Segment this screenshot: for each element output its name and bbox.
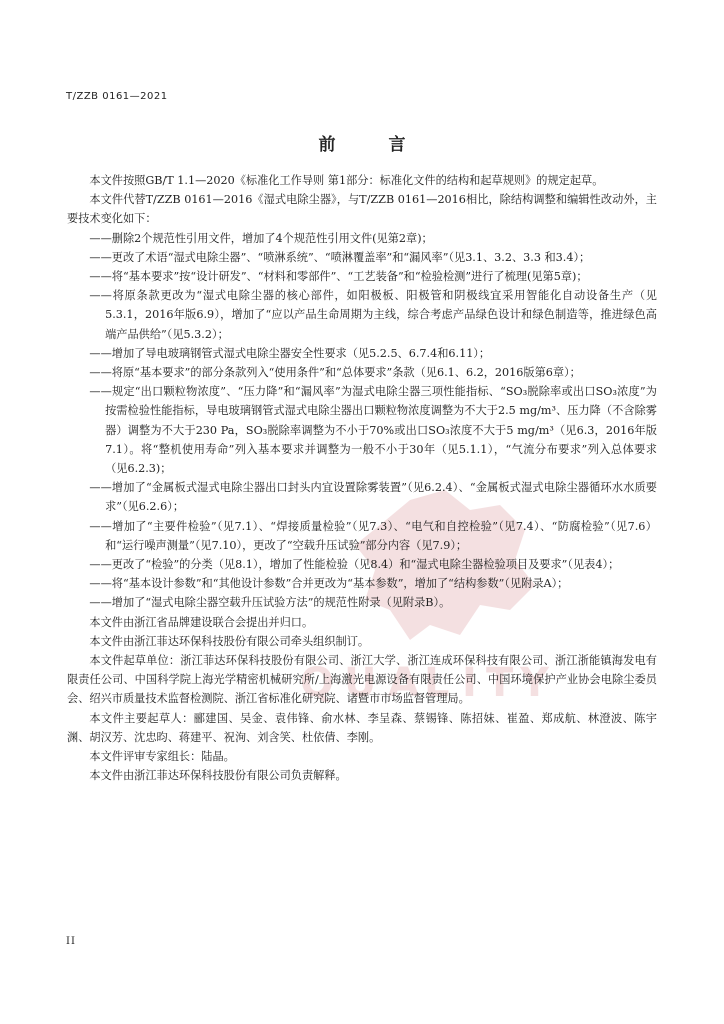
change-item: ——将“基本要求”按“设计研发”、“材料和零部件”、“工艺装备”和“检验检测”进行了梳理(见第5章)； xyxy=(89,270,588,284)
watermark-letter: A xyxy=(388,660,419,706)
change-item: ——增加了导电玻璃钢管式湿式电除尘器安全性要求（见5.2.5、6.7.4和6.11）； xyxy=(89,346,491,360)
change-item: ——增加了“金属板式湿式电除尘器出口封头内宜设置除雾装置”（见6.2.4）、“金属板式湿式电除尘器循环水水质要求”（见6.2.6）； xyxy=(89,481,657,514)
paragraph-review-leader: 本文件评审专家组长：陆晶。 xyxy=(89,750,235,764)
change-item: ——将原条款更改为“湿式电除尘器的核心部件，如阳极板、阳极管和阴极线宜采用智能化自动设备生产（见5.3.1，2016年版6.9），增加了“应以产品生命周期为主线，综合考虑产品绿色设计和绿色制造等，推进绿色高端产品供给”（见5.3.2）； xyxy=(89,289,657,341)
paragraph-lead-organizer: 本文件由浙江菲达环保科技股份有限公司牵头组织制订。 xyxy=(89,634,370,648)
paragraph-drafters: 本文件主要起草人：郦建国、吴金、袁伟锋、俞水林、李呈森、蔡锡锋、陈招妹、崔盈、郑成航、林澄波、陈宇渊、胡汉芳、沈忠昀、蒋建平、祝洵、刘含笑、杜依倩、李刚。 xyxy=(67,711,657,744)
change-item: ——将“基本设计参数”和“其他设计参数”合并更改为“基本参数”，增加了“结构参数”（见附录A）； xyxy=(89,577,569,591)
change-item: ——规定“出口颗粒物浓度”、“压力降”和“漏风率”为湿式电除尘器三项性能指标、“SO₃脱除率或出口SO₃浓度”为按需检验性能指标，导电玻璃钢管式湿式电除尘器出口颗粒物浓度调整为不大于2.5 mg/m³、压力降（不含除雾器）调整为不大于230 Pa，SO₃脱除率调整为不小于70%或出口SO₃浓度不大于5 mg/m³（见6.3，2016年版7.1）。将“整机使用寿命”列入基本要求并调整为一般不小于30年（见5.1.1），“气流分布要求”列入总体要求（见6.2.3)； xyxy=(89,385,657,476)
paragraph-structure-rule: 本文件按照GB/T 1.1—2020《标准化工作导则 第1部分：标准化文件的结构和起草规则》的规定起草。 xyxy=(89,174,604,187)
watermark-letter: U xyxy=(344,660,377,706)
change-item: ——更改了“检验”的分类（见8.1），增加了性能检验（见8.4）和“湿式电除尘器检验项目及要求”（见表4）； xyxy=(89,558,620,572)
paragraph-drafting-units: 本文件起草单位：浙江菲达环保科技股份有限公司、浙江大学、浙江连成环保科技有限公司、浙江浙能镇海发电有限责任公司、中国科学院上海光学精密机械研究所/上海激光电源设备有限责任公司、中国环境保护产业协会电除尘委员会、绍兴市质量技术监督检测院、浙江省标准化研究院、诸暨市市场监督管理局。 xyxy=(67,654,657,706)
page-number: II xyxy=(66,936,76,947)
watermark-letter: L xyxy=(424,660,450,706)
page-title: 前 言 xyxy=(318,135,424,155)
change-item: ——增加了“主要件检验”（见7.1）、“焊接质量检验”（见7.3）、“电气和自控检验”（见7.4）、“防腐检验”（见7.6）和“运行噪声测量”（见7.10），更改了“空载升压试验”部分内容（见7.9）； xyxy=(89,519,657,552)
watermark-letter: Y xyxy=(520,660,549,706)
watermark-letter: Q xyxy=(300,660,335,706)
watermark-letter: I xyxy=(462,660,477,706)
change-item: ——删除2个规范性引用文件，增加了4个规范性引用文件(见第2章)； xyxy=(89,231,433,245)
foreword-body xyxy=(67,171,657,786)
paragraph-replacement: 本文件代替T/ZZB 0161—2016《湿式电除尘器》，与T/ZZB 0161—2016相比，除结构调整和编辑性改动外，主要技术变化如下： xyxy=(67,193,657,226)
watermark-letter: T xyxy=(486,660,514,706)
change-item: ——将原“基本要求”的部分条款列入“使用条件”和“总体要求”条款（见6.1、6.2，2016版第6章）； xyxy=(89,366,581,380)
paragraph-proposer: 本文件由浙江省品牌建设联合会提出并归口。 xyxy=(89,615,314,629)
paragraph-interpretation: 本文件由浙江菲达环保科技股份有限公司负责解释。 xyxy=(89,769,347,783)
document-code: T/ZZB 0161—2021 xyxy=(66,91,168,102)
change-item: ——增加了“湿式电除尘器空载升压试验方法”的规范性附录（见附录B）。 xyxy=(89,596,451,610)
change-item: ——更改了术语“湿式电除尘器”、“喷淋系统”、“喷淋覆盖率”和“漏风率”（见3.1、3.2、3.3 和3.4）； xyxy=(89,250,591,264)
